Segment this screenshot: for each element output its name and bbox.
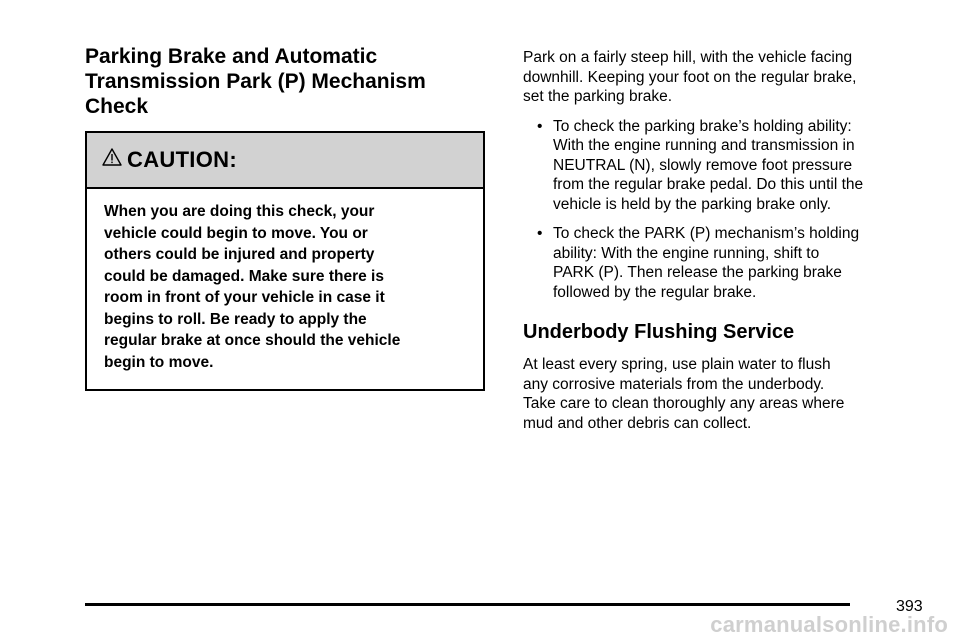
flushing-line: At least every spring, use plain water to flush	[523, 356, 831, 373]
left-column	[85, 44, 489, 391]
intro-line: Park on a fairly steep hill, with the vehicle facing	[523, 49, 853, 66]
flushing-line: Take care to clean thoroughly any areas where	[523, 395, 845, 412]
caution-line: could be damaged. Make sure there is	[104, 267, 384, 285]
caution-text	[87, 189, 483, 389]
bullet-line: ability: With the engine running, shift to	[553, 244, 820, 262]
caution-line: begins to roll. Be ready to apply the	[104, 310, 367, 328]
caution-line: vehicle could begin to move. You or	[104, 224, 368, 242]
bullet-line: followed by the regular brake.	[553, 283, 757, 301]
footer-rule	[85, 603, 850, 606]
intro-line: downhill. Keeping your foot on the regular brake,	[523, 68, 857, 86]
heading-line: Parking Brake and Automatic	[85, 45, 378, 68]
bullet-line: With the engine running and transmission in	[553, 137, 855, 154]
intro-paragraph	[523, 48, 923, 107]
bullet-line: To check the PARK (P) mechanism’s holding	[553, 225, 860, 242]
bullet-line: To check the parking brake’s holding ability:	[553, 117, 852, 135]
page-number: 393	[896, 598, 923, 615]
caution-line: begin to move.	[104, 353, 214, 371]
bullet-line: from the regular brake pedal. Do this until the	[553, 176, 864, 193]
bullet-icon: •	[537, 225, 543, 242]
bullet-line: NEUTRAL (N), slowly remove foot pressure	[553, 156, 853, 174]
heading-line: Transmission Park (P) Mechanism	[85, 70, 426, 93]
list-item	[523, 224, 923, 302]
bullet-icon: •	[537, 117, 543, 135]
warning-triangle-icon	[101, 146, 123, 168]
check-steps-list	[523, 117, 923, 303]
caution-line: When you are doing this check, your	[104, 203, 375, 220]
right-column	[523, 48, 923, 433]
intro-line: set the parking brake.	[523, 88, 673, 105]
flushing-line: mud and other debris can collect.	[523, 414, 752, 432]
caution-box	[85, 131, 485, 391]
caution-title: CAUTION:	[127, 147, 237, 172]
section-heading-parking-brake	[85, 44, 489, 119]
heading-line: Check	[85, 95, 149, 118]
flushing-paragraph	[523, 355, 923, 433]
caution-line: others could be injured and property	[104, 246, 375, 263]
caution-header	[87, 133, 483, 189]
caution-line: regular brake at once should the vehicle	[104, 332, 401, 349]
flushing-line: any corrosive materials from the underbody.	[523, 375, 825, 393]
bullet-line: PARK (P). Then release the parking brake	[553, 264, 842, 281]
list-item	[523, 117, 923, 215]
watermark: carmanualsonline.info	[710, 612, 948, 637]
caution-line: room in front of your vehicle in case it	[104, 289, 385, 306]
underbody-flushing-heading: Underbody Flushing Service	[523, 321, 795, 343]
bullet-line: vehicle is held by the parking brake only.	[553, 195, 832, 213]
